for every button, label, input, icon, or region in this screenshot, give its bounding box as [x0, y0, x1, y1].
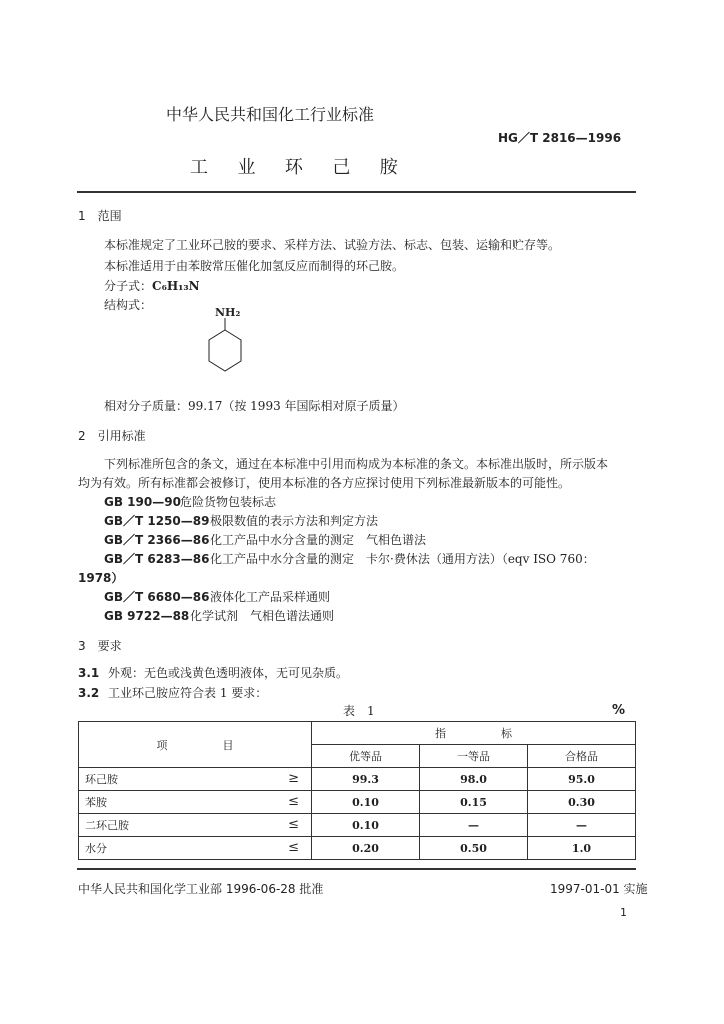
amine-group-label: NH₂	[215, 306, 241, 319]
value-cell: 0.20	[312, 837, 420, 860]
doc-title: 工 业 环 己 胺	[190, 157, 404, 178]
comparison-symbol: ≥	[288, 771, 299, 786]
column-header-item: 项 目	[79, 722, 312, 768]
table-unit: %	[612, 703, 626, 718]
table-caption: 表 1	[343, 704, 375, 718]
value-cell: 99.3	[312, 768, 420, 791]
section-1-para-1: 本标准规定了工业环己胺的要求、采样方法、试验方法、标志、包装、运输和贮存等。	[104, 238, 561, 252]
clause-3-2	[78, 685, 267, 701]
page-number: 1	[620, 906, 627, 919]
molecular-formula: C₆H₁₃N	[152, 279, 200, 293]
approval-line: 中华人民共和国化学工业部 1996-06-28 批准	[78, 882, 324, 896]
clause-text: 外观：无色或浅黄色透明液体，无可见杂质。	[108, 666, 349, 680]
effective-date: 1997-01-01 实施	[550, 882, 648, 896]
value-cell: 0.30	[528, 791, 636, 814]
clause-number: 3.2	[78, 686, 100, 700]
table-header-row	[79, 722, 636, 745]
reference-code: GB 190—90	[104, 495, 181, 509]
value-cell: 95.0	[528, 768, 636, 791]
value-cell: —	[528, 814, 636, 837]
molecular-mass: 相对分子质量：99.17（按 1993 年国际相对原子质量）	[104, 399, 405, 413]
specification-table	[78, 721, 636, 860]
row-label	[79, 791, 312, 814]
value-cell: 0.50	[420, 837, 528, 860]
reference-item	[104, 608, 334, 624]
reference-item	[104, 513, 378, 529]
section-2-heading: 2 引用标准	[78, 429, 146, 443]
reference-code: GB／T 2366—86	[104, 533, 210, 547]
section-2-intro-line-2: 均为有效。所有标准都会被修订，使用本标准的各方应探讨使用下列标准最新版本的可能性。	[78, 476, 571, 490]
value-cell: 0.10	[312, 814, 420, 837]
reference-code: GB／T 1250—89	[104, 514, 210, 528]
section-2-intro-line-1: 下列标准所包含的条文，通过在本标准中引用而构成为本标准的条文。本标准出版时，所示版本	[104, 457, 609, 471]
reference-title: 化工产品中水分含量的测定 卡尔·费休法（通用方法）（eqv ISO 760：	[210, 552, 595, 566]
reference-title: 极限数值的表示方法和判定方法	[210, 514, 379, 528]
value-cell: 0.10	[312, 791, 420, 814]
table-row	[79, 814, 636, 837]
value-cell: —	[420, 814, 528, 837]
section-1-para-2: 本标准适用于由苯胺常压催化加氢反应而制得的环己胺。	[104, 259, 405, 273]
clause-text: 工业环己胺应符合表 1 要求：	[108, 686, 268, 700]
comparison-symbol: ≤	[288, 817, 299, 832]
cyclohexane-structure	[205, 318, 245, 378]
reference-code: GB 9722—88	[104, 609, 190, 623]
column-header-index: 指 标	[312, 722, 636, 745]
row-label	[79, 768, 312, 791]
item-name: 水分	[85, 842, 107, 855]
reference-item	[104, 551, 595, 567]
reference-code: GB／T 6283—86	[104, 552, 210, 566]
reference-title: 化工产品中水分含量的测定 气相色谱法	[210, 533, 427, 547]
reference-item	[104, 589, 330, 605]
table-row	[79, 768, 636, 791]
reference-continuation: 1978）	[78, 571, 124, 585]
formula-line	[104, 278, 200, 294]
reference-title: 危险货物包装标志	[180, 495, 277, 509]
reference-title: 液体化工产品采样通则	[210, 590, 331, 604]
org-title: 中华人民共和国化工行业标准	[166, 105, 375, 124]
item-name: 环己胺	[85, 773, 118, 786]
formula-label: 分子式：	[104, 279, 153, 293]
header-rule	[77, 191, 636, 193]
value-cell: 1.0	[528, 837, 636, 860]
comparison-symbol: ≤	[288, 840, 299, 855]
standard-number: HG／T 2816—1996	[498, 131, 622, 145]
footer-rule	[77, 868, 636, 870]
grade-header: 合格品	[528, 745, 636, 768]
structure-label: 结构式：	[104, 298, 153, 312]
clause-3-1	[78, 665, 348, 681]
section-3-heading: 3 要求	[78, 639, 122, 653]
grade-header: 优等品	[312, 745, 420, 768]
item-name: 二环己胺	[85, 819, 129, 832]
reference-item	[104, 494, 276, 510]
section-1-heading: 1 范围	[78, 209, 122, 223]
comparison-symbol: ≤	[288, 794, 299, 809]
table-row	[79, 837, 636, 860]
reference-item	[104, 532, 426, 548]
clause-number: 3.1	[78, 666, 100, 680]
table-row	[79, 791, 636, 814]
reference-code: GB／T 6680—86	[104, 590, 210, 604]
value-cell: 98.0	[420, 768, 528, 791]
item-name: 苯胺	[85, 796, 107, 809]
row-label	[79, 814, 312, 837]
reference-title: 化学试剂 气相色谱法通则	[190, 609, 335, 623]
value-cell: 0.15	[420, 791, 528, 814]
row-label	[79, 837, 312, 860]
grade-header: 一等品	[420, 745, 528, 768]
